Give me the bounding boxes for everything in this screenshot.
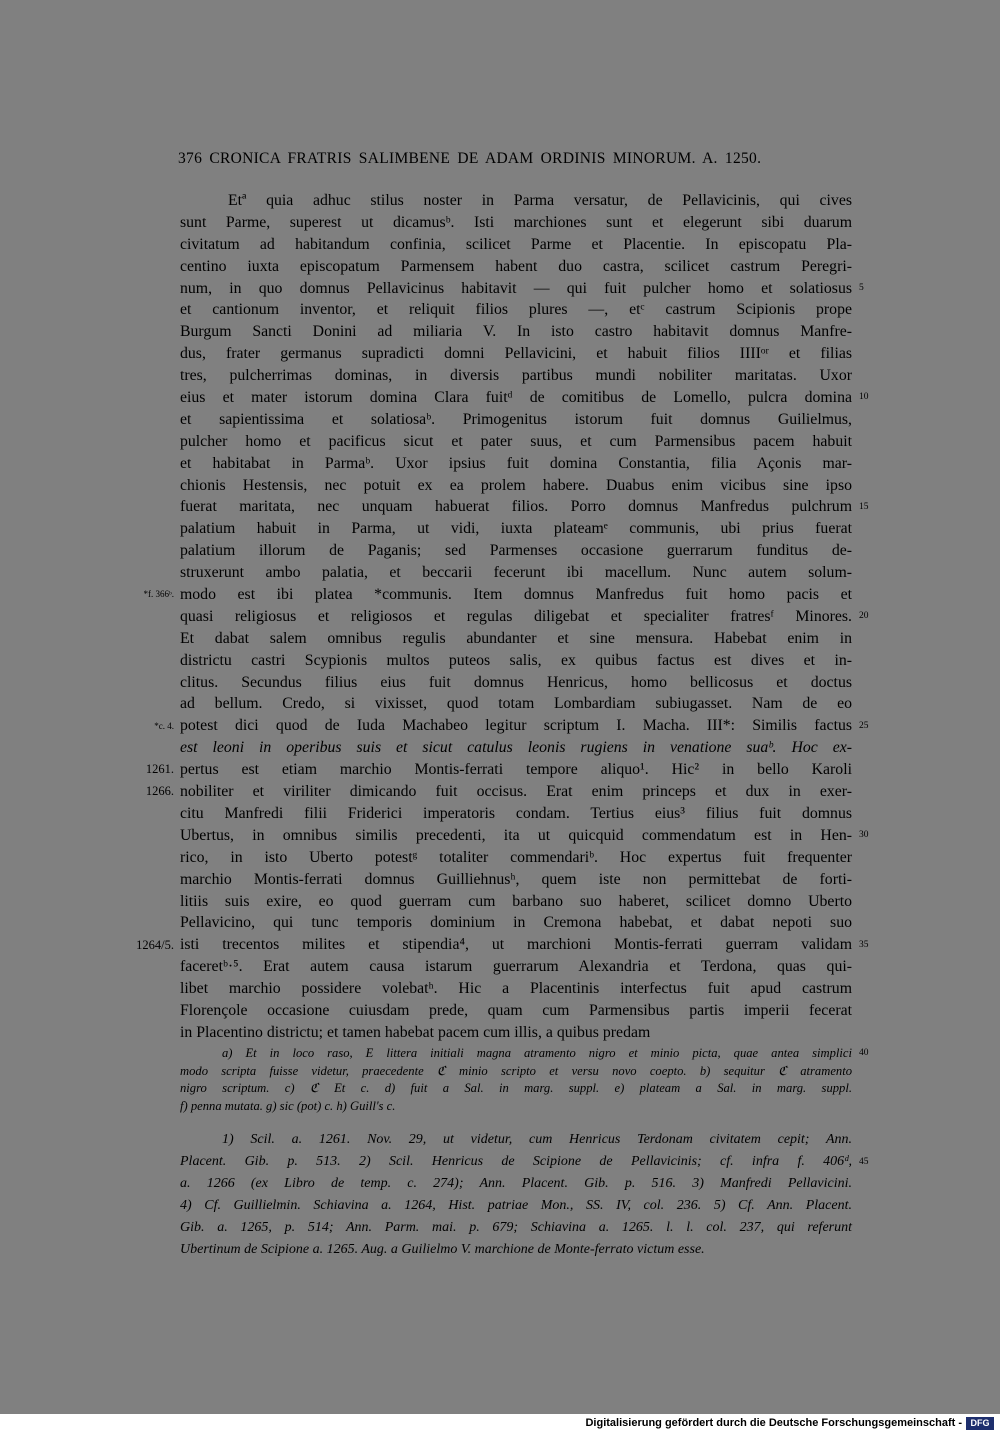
text-line: et cantionum inventor, et reliquit filios plures —, etᶜ castrum Scipionis prope	[180, 301, 852, 319]
apparatus-line: nigro scriptum. c) ℭ Et c. d) fuit a Sal. in marg. suppl. e) plateam a Sal. in marg. suppl.	[180, 1081, 852, 1096]
text-line: centino iuxta episcopatum Parmensem habent duo castra, scilicet castrum Peregri-	[180, 257, 852, 275]
apparatus-line: f) penna mutata. g) sic (pot) c. h) Guill's c.	[180, 1098, 396, 1113]
footnote-line: a. 1266 (ex Libro de temp. c. 274); Ann. Placent. Gib. p. 516. 3) Manfredi Pellavicini.	[180, 1176, 852, 1191]
text-line: sunt Parme, superest ut dicamusᵇ. Isti marchiones sunt et elegerunt sibi duarum	[180, 213, 852, 231]
text-line: et habitabat in Parmaᵇ. Uxor ipsius fuit domina Constantia, filia Açonis mar-	[180, 454, 852, 472]
text-line: et sapientissima et solatiosaᵇ. Primogenitus istorum fuit domnus Guilielmus,	[180, 410, 852, 428]
text-line: est leoni in operibus suis et sicut catulus leonis rugiens in venatione suaᵇ. Hoc ex-	[180, 739, 852, 757]
text-line: Etª quia adhuc stilus noster in Parma versatur, de Pellavicinis, qui cives	[228, 192, 852, 209]
text-line: civitatum ad habitandum confinia, scilicet Parme et Placentie. In episcopatu Pla-	[180, 235, 852, 253]
line-number: 15	[859, 501, 869, 512]
text-line: in Placentino districtu; et tamen habebat pacem cum illis, a quibus predam	[180, 1023, 651, 1041]
line-number: 10	[859, 392, 869, 403]
text-line: ad bellum. Credo, si vixisset, quod totam Lombardiam subiugasset. Nam de eo	[180, 695, 852, 713]
text-line: tres, pulcherrimas dominas, in diversis partibus mundi nobiliter maritatas. Uxor	[180, 367, 852, 385]
line-number: 5	[859, 282, 864, 293]
text-line: struxerunt ambo palatia, et beccarii fecerunt ibi macellum. Nunc autem solum-	[180, 564, 852, 582]
text-line: eius et mater istorum domina Clara fuitᵈ de comitibus de Lomello, pulcra domina	[180, 389, 852, 407]
text-line: Burgum Sancti Donini ad miliaria V. In isto castro habitavit domnus Manfre-	[180, 323, 852, 341]
text-line: Florençole occasione cuiusdam prede, quam cum Parmensibus partis imperii fecerat	[180, 1001, 852, 1019]
margin-year: 1261.	[145, 762, 174, 777]
text-line: Ubertus, in omnibus similis precedenti, ita ut quicquid commendatum est in Hen-	[180, 826, 852, 844]
line-number: 40	[859, 1048, 869, 1058]
footnotes	[180, 1129, 869, 1261]
text-line: faceretᵇ·⁵. Erat autem causa istarum guerrarum Alexandria et Terdona, quas qui-	[180, 958, 852, 976]
footer-bar	[0, 1414, 1000, 1434]
text-line: districtu castri Scypionis multos puteos salis, ex quibus factus est dives et in-	[180, 651, 852, 669]
text-line: fuerat maritata, nec unquam habuerat filios. Porro domnus Manfredus pulchrum	[180, 498, 852, 516]
page-header: 376 CRONICA FRATRIS SALIMBENE DE ADAM ORDINIS MINORUM. A. 1250.	[178, 150, 762, 167]
margin-year: 1266.	[145, 784, 174, 799]
text-line: rico, in isto Uberto potestᵍ totaliter commendariᵇ. Hoc expertus fuit frequenter	[180, 848, 852, 866]
text-line: Et dabat salem omnibus regulis abundanter et sine mensura. Habebat enim in	[180, 629, 852, 647]
text-line: citu Manfredi filii Friderici imperatoris condam. Tertius eius³ filius fuit domnus	[180, 804, 852, 822]
text-line: nobiliter et viriliter dimicando fuit occisus. Erat enim princeps et dux in exer-	[180, 783, 852, 801]
dfg-logo[interactable]: DFG	[966, 1417, 994, 1430]
margin-year: 1264/5.	[136, 937, 174, 952]
line-number: 35	[859, 939, 869, 950]
text-line: chionis Hestensis, nec potuit ex ea prolem habere. Duabus enim vicibus sine ipso	[180, 476, 852, 494]
text-line: potest dici quod de Iuda Machabeo legitur scriptum I. Macha. III*: Similis factus	[180, 717, 852, 735]
line-number: 30	[859, 830, 869, 841]
text-line: marchio Montis-ferrati domnus Guilliehnusʰ, quem iste non permittebat de forti-	[180, 870, 852, 888]
apparatus-line: modo scripta fuisse videtur, praecedente ℭ minio scripto et versu novo coepto. b) sequitur ℭ atramento	[180, 1063, 852, 1078]
main-text	[136, 190, 869, 1044]
text-line: num, in quo domnus Pellavicinus habitavit — qui fuit pulcher homo et solatiosus	[180, 279, 852, 297]
text-line: clitus. Secundus filius eius fuit domnus Henricus, homo bellicosus et doctus	[180, 673, 852, 691]
line-number: 20	[859, 611, 869, 622]
line-number: 45	[859, 1157, 869, 1167]
text-line: litiis suis exire, eo quod guerram cum barbano suo haberet, scilicet domno Uberto	[180, 892, 852, 910]
margin-folio-note: *f. 366ᵇ.	[143, 589, 174, 600]
text-line: quasi religiosus et religiosos et regulas diligebat et specialiter fratresᶠ Minores.	[180, 607, 852, 625]
funding-notice: Digitalisierung gefördert durch die Deutsche Forschungsgemeinschaft -	[585, 1417, 962, 1429]
text-line: pertus est etiam marchio Montis-ferrati tempore aliquo¹. Hic² in bello Karoli	[180, 761, 852, 779]
footnote-line: 1) Scil. a. 1261. Nov. 29, ut videtur, cum Henricus Terdonam civitatem cepit; Ann.	[222, 1132, 852, 1147]
footnote-line: 4) Cf. Guillielmin. Schiavina a. 1264, Hist. patriae Mon., SS. IV, col. 236. 5) Cf. Ann. Placent.	[180, 1198, 852, 1213]
footnote-line: Ubertinum de Scipione a. 1265. Aug. a Guilielmo V. marchione de Monte-ferrato victum esse.	[180, 1242, 705, 1257]
text-line: palatium habuit in Parma, ut vidi, iuxta plateamᵉ communis, ubi prius fuerat	[180, 520, 852, 538]
margin-chapter-note: *c. 4.	[154, 720, 174, 731]
text-line: palatium illorum de Paganis; sed Parmenses occasione guerrarum funditus de-	[180, 542, 852, 560]
footnote-line: Placent. Gib. p. 513. 2) Scil. Henricus de Scipione de Pellavicinis; cf. infra f. 406ᵈ,	[180, 1154, 852, 1169]
critical-apparatus	[180, 1045, 869, 1115]
text-line: Pellavicino, qui tunc temporis dominium in Cremona habebat, et dabat nepoti suo	[180, 914, 852, 932]
apparatus-line: a) Et in loco raso, E littera initiali magna atramento nigro et minio picta, quae antea simplici	[222, 1046, 852, 1060]
text-line: isti trecentos milites et stipendia⁴, ut marchioni Montis-ferrati guerram validam	[180, 936, 852, 954]
text-line: modo est ibi platea *communis. Item domnus Manfredus fuit homo pacis et	[180, 586, 852, 604]
footnote-line: Gib. a. 1265, p. 514; Ann. Parm. mai. p. 679; Schiavina a. 1265. l. l. col. 237, qui referunt	[180, 1220, 852, 1235]
line-number: 25	[859, 720, 869, 731]
text-line: pulcher homo et pacificus sicut et pater suus, et cum Parmensibus pacem habuit	[180, 432, 852, 450]
text-line: dus, frater germanus supradicti domni Pellavicini, et habuit filios IIIIᵒʳ et filias	[180, 345, 852, 363]
text-line: libet marchio possidere volebatʰ. Hic a Placentinis interfectus fuit apud castrum	[180, 980, 852, 998]
